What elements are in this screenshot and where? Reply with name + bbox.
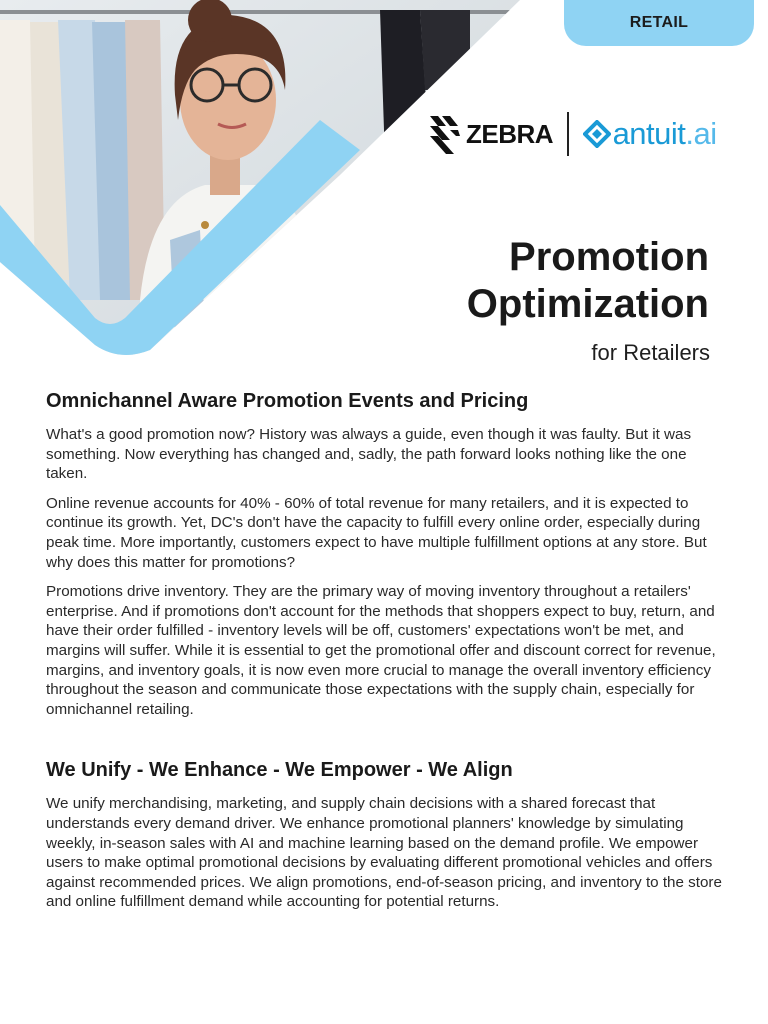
category-badge xyxy=(564,0,754,46)
paragraph: What's a good promotion now? History was always a guide, even though it was faulty. But it was something. Now everything has changed and, sadly, the path forward looks nothing like the one taken. xyxy=(46,426,692,483)
logo-bar xyxy=(428,110,717,158)
zebra-wordmark: ZEBRA xyxy=(466,118,554,149)
section-heading-omnichannel: Omnichannel Aware Promotion Events and Pricing xyxy=(46,390,529,412)
title-line-1: Promotion xyxy=(509,235,709,279)
paragraph: Online revenue accounts for 40% - 60% of total revenue for many retailers, and it is expected to continue its growth. Yet, DC's don't have the capacity to fulfill every online order, especially during peak time. More importantly, customers expect to have multiple fulfillment options at any store. But why does this matter for promotions? xyxy=(46,494,707,571)
badge-label: RETAIL xyxy=(629,14,689,31)
zebra-logo-icon xyxy=(428,112,462,156)
paragraph: We unify merchandising, marketing, and supply chain decisions with a shared forecast that understands every demand driver. We enhance promotional planners' knowledge by simulating weekly, in-season sales with AI and machine learning based on the demand profile. We empower users to make optimal promotional decisions by evaluating different promotional vehicles and offers against recommended prices. We align promotions, end-of-season pricing, and inventory to the store and online fulfillment demand while accounting for potential returns. xyxy=(46,795,722,911)
page-title xyxy=(467,234,709,328)
body-content xyxy=(46,390,726,922)
paragraph: Promotions drive inventory. They are the primary way of moving inventory throughout a retailers' enterprise. And if promotions don't account for the methods that shoppers expect to buy, return, and have their order fulfilled - inventory levels will be off, customers' expectations won't be met, and margins will suffer. While it is essential to get the promotional offer and discount correct for revenue, margins, and inventory goals, it is now even more crucial to manage the overall inventory efficiency throughout the season and communicate those expectations with the supply chain, especially for omnichannel retailing. xyxy=(46,583,716,718)
title-line-2: Optimization xyxy=(466,282,709,326)
page-subtitle: for Retailers xyxy=(591,340,710,365)
antuit-name: antuit xyxy=(612,116,686,151)
logo-divider xyxy=(567,112,569,156)
antuit-logo-icon xyxy=(583,120,611,148)
antuit-wordmark xyxy=(613,116,717,152)
section-heading-unify: We Unify - We Enhance - We Empower - We Align xyxy=(46,759,513,782)
antuit-tld: .ai xyxy=(685,116,717,151)
